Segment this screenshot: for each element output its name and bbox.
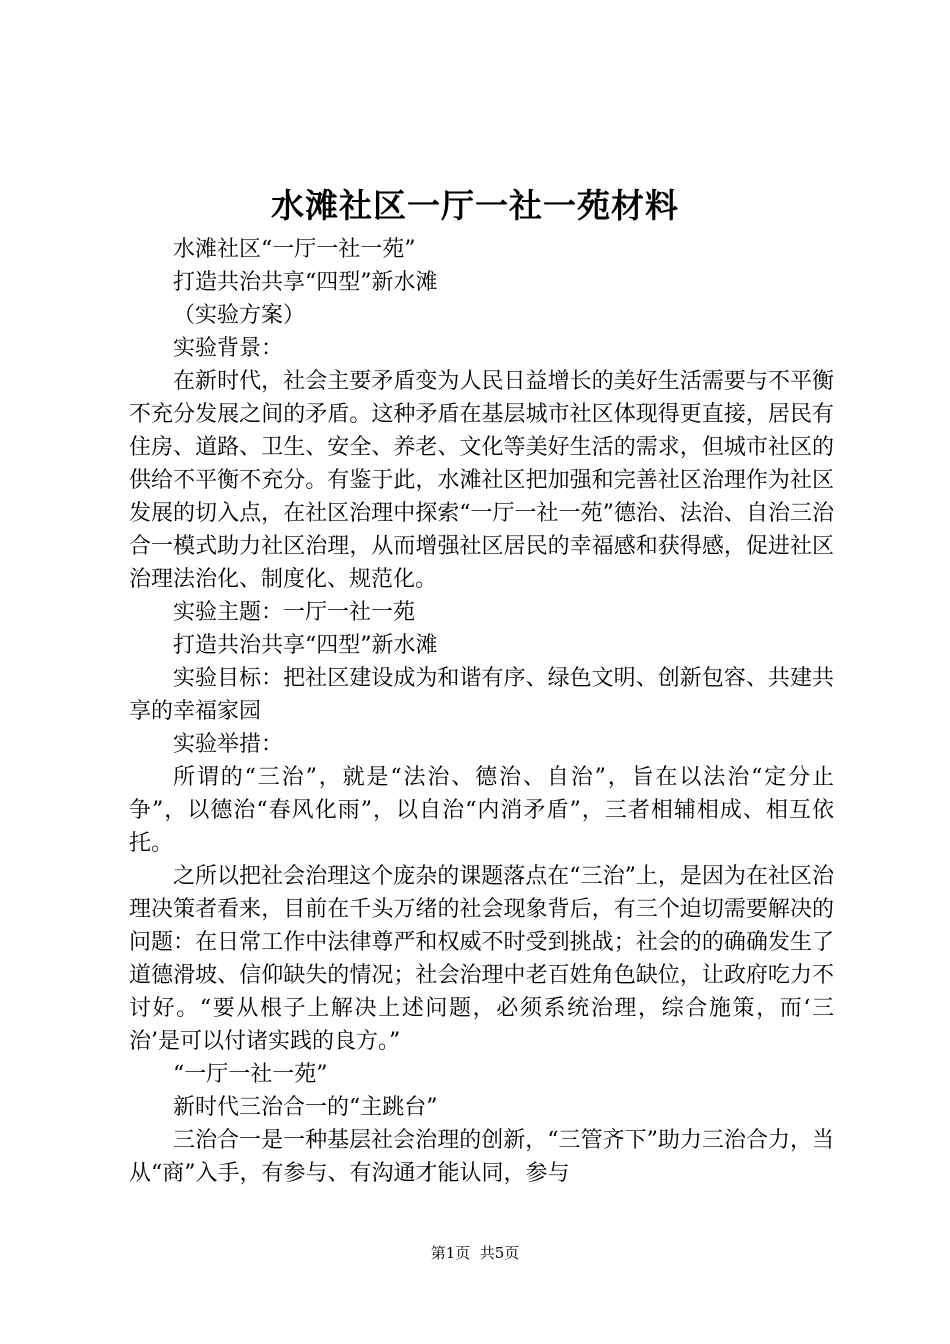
paragraph-three-governance: 所谓的“三治”，就是“法治、德治、自治”，旨在以法治“定分止争”，以德治“春风化雨”，以自治“内消矛盾”，三者相辅相成、相互依托。 bbox=[129, 765, 834, 856]
paragraph-theme-sub: 打造共治共享“四型”新水滩 bbox=[173, 633, 438, 658]
paragraph-goal: 实验目标：把社区建设成为和谐有序、绿色文明、创新包容、共建共享的幸福家园 bbox=[129, 666, 834, 724]
paragraph-theme: 实验主题：一厅一社一苑 bbox=[173, 600, 416, 625]
paragraph-background-label: 实验背景： bbox=[173, 336, 284, 361]
paragraph-hall-heading: “一厅一社一苑” bbox=[173, 1062, 328, 1087]
document-body bbox=[129, 233, 834, 1190]
paragraph-innovation: 三治合一是一种基层社会治理的创新，“三管齐下”助力三治合力，当从“商”入手，有参与、有沟通才能认同，参与 bbox=[129, 1128, 834, 1186]
page-footer bbox=[0, 1243, 950, 1263]
paragraph-platform-heading: 新时代三治合一的“主跳台” bbox=[173, 1095, 438, 1120]
paragraph-heading-community: 水滩社区“一厅一社一苑” bbox=[173, 237, 416, 262]
paragraph-background-text: 在新时代，社会主要矛盾变为人民日益增长的美好生活需要与不平衡不充分发展之间的矛盾。这种矛盾在基层城市社区体现得更直接，居民有住房、道路、卫生、安全、养老、文化等美好生活的需求，但城市社区的供给不平衡不充分。有鉴于此，水滩社区把加强和完善社区治理作为社区发展的切入点，在社区治理中探索“一厅一社一苑”德治、法治、自治三治合一模式助力社区治理，从而增强社区居民的幸福感和获得感，促进社区治理法治化、制度化、规范化。 bbox=[129, 369, 834, 592]
page-number: 第1页 共5页 bbox=[430, 1244, 520, 1262]
document-title: 水滩社区一厅一社一苑材料 bbox=[271, 186, 679, 225]
paragraph-plan-label: （实验方案） bbox=[173, 303, 306, 328]
paragraph-reason: 之所以把社会治理这个庞杂的课题落点在“三治”上，是因为在社区治理决策者看来，目前在千头万绪的社会现象背后，有三个迫切需要解决的问题：在日常工作中法律尊严和权威不时受到挑战；社会的的确确发生了道德滑坡、信仰缺失的情况；社会治理中老百姓角色缺位，让政府吃力不讨好。“要从根子上解决上述问题，必须系统治理，综合施策，而‘三治’是可以付诸实践的良方。” bbox=[129, 864, 834, 1054]
paragraph-measures-label: 实验举措： bbox=[173, 732, 284, 757]
paragraph-subheading: 打造共治共享“四型”新水滩 bbox=[173, 270, 438, 295]
